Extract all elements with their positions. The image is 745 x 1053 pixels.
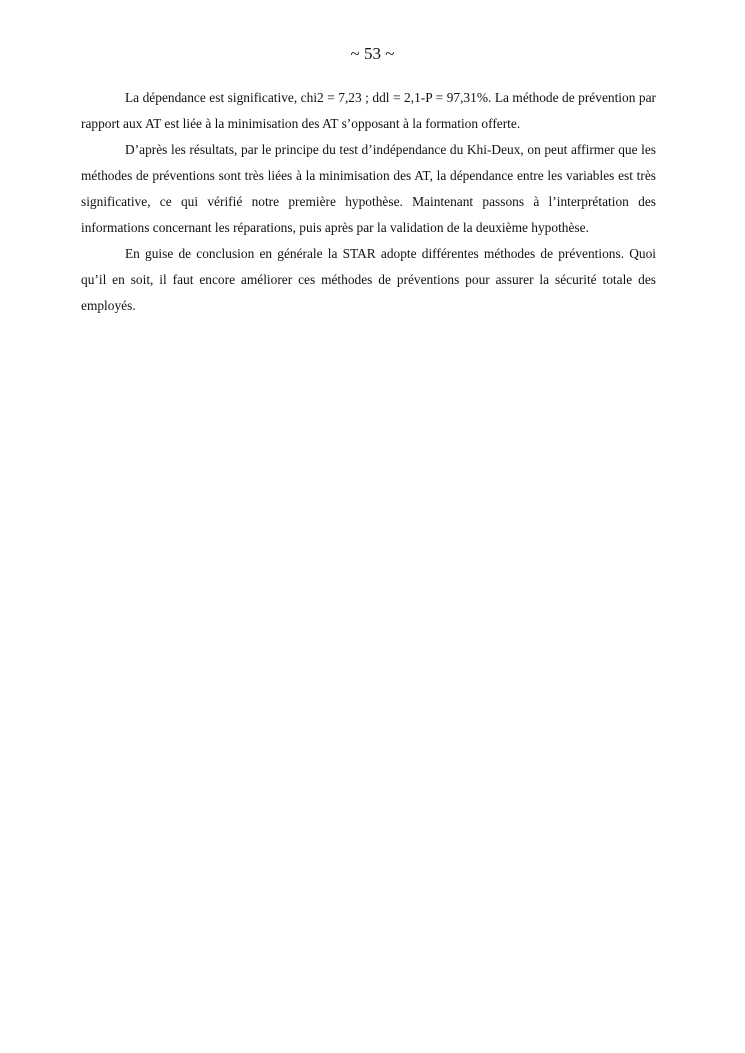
paragraph-dependance: La dépendance est significative, chi2 = 7,23 ; ddl = 2,1-P = 97,31%. La méthode de prévention par rapport aux AT est liée à la minimisation des AT s’opposant à la formation offerte. [81,90,656,131]
body-text [81,85,656,319]
paragraph-khi-deux: D’après les résultats, par le principe du test d’indépendance du Khi-Deux, on peut affirmer que les méthodes de préventions sont très liées à la minimisation des AT, la dépendance entre les variables est très significative, ce qui vérifié notre première hypothèse. Maintenant passons à l’interprétation des informations concernant les réparations, puis après par la validation de la deuxième hypothèse. [81,142,656,235]
page-number: ~ 53 ~ [350,44,395,63]
paragraph-conclusion: En guise de conclusion en générale la STAR adopte différentes méthodes de préventions. Quoi qu’il en soit, il faut encore améliorer ces méthodes de préventions pour assurer la sécurité totale des employés. [81,246,656,313]
